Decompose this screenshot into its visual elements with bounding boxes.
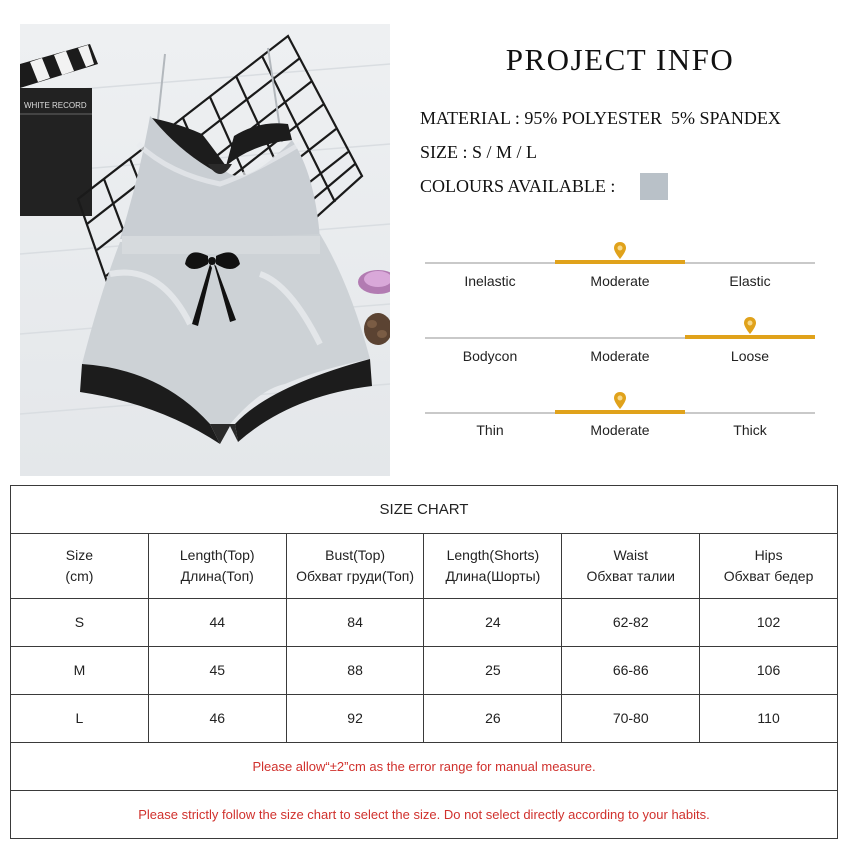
clapperboard-label: WHITE RECORD bbox=[24, 101, 87, 110]
scale-label: Loose bbox=[730, 348, 770, 364]
project-info-title: PROJECT INFO bbox=[505, 42, 735, 77]
table-cell: 26 bbox=[424, 695, 562, 743]
table-cell: M bbox=[11, 647, 149, 695]
table-row bbox=[11, 599, 838, 647]
pinecone-image bbox=[364, 313, 390, 345]
table-cell: 66-86 bbox=[562, 647, 700, 695]
size-chart-table bbox=[10, 485, 838, 839]
camisole-image bbox=[120, 116, 320, 239]
table-cell: 106 bbox=[700, 647, 838, 695]
thickness-scale bbox=[425, 390, 815, 450]
table-cell: 62-82 bbox=[562, 599, 700, 647]
column-header: Bust(Top) Обхват груди(Топ) bbox=[286, 534, 424, 599]
size-chart-title: SIZE CHART bbox=[11, 486, 838, 534]
scale-label: Thin bbox=[476, 422, 504, 438]
shorts-image bbox=[80, 234, 372, 444]
table-row bbox=[11, 647, 838, 695]
table-row bbox=[11, 743, 838, 791]
table-cell: 70-80 bbox=[562, 695, 700, 743]
table-cell: 102 bbox=[700, 599, 838, 647]
table-cell: 84 bbox=[286, 599, 424, 647]
table-cell: L bbox=[11, 695, 149, 743]
scale-label: Moderate bbox=[590, 348, 650, 364]
size-text: SIZE : S / M / L bbox=[420, 142, 538, 162]
table-cell: 24 bbox=[424, 599, 562, 647]
scale-label: Thick bbox=[733, 422, 767, 438]
size-chart-header-row bbox=[11, 534, 838, 599]
candle-image bbox=[358, 270, 390, 294]
column-header: Waist Обхват талии bbox=[562, 534, 700, 599]
scale-label: Inelastic bbox=[464, 273, 516, 289]
elasticity-scale bbox=[425, 240, 815, 300]
scale-label: Moderate bbox=[590, 422, 650, 438]
column-header: Size (cm) bbox=[11, 534, 149, 599]
table-cell: 25 bbox=[424, 647, 562, 695]
colour-swatch bbox=[640, 173, 668, 200]
fit-scale bbox=[425, 316, 815, 376]
table-row bbox=[11, 791, 838, 839]
column-header: Length(Shorts) Длина(Шорты) bbox=[424, 534, 562, 599]
clapperboard-image bbox=[20, 44, 98, 216]
scale-label: Elastic bbox=[729, 273, 771, 289]
table-cell: 46 bbox=[148, 695, 286, 743]
table-cell: 88 bbox=[286, 647, 424, 695]
location-pin-icon bbox=[743, 317, 757, 335]
product-photo bbox=[20, 24, 390, 476]
elasticity-indicator bbox=[555, 260, 685, 264]
table-cell: 92 bbox=[286, 695, 424, 743]
material-text: MATERIAL : 95% POLYESTER 5% SPANDEX bbox=[420, 108, 781, 128]
table-cell: 44 bbox=[148, 599, 286, 647]
fit-indicator bbox=[685, 335, 815, 339]
location-pin-icon bbox=[613, 242, 627, 260]
scale-label: Bodycon bbox=[462, 348, 518, 364]
location-pin-icon bbox=[613, 392, 627, 410]
column-header: Length(Top) Длина(Топ) bbox=[148, 534, 286, 599]
table-cell: 45 bbox=[148, 647, 286, 695]
scale-label: Moderate bbox=[590, 273, 650, 289]
measure-error-note: Please allow“±2”cm as the error range for manual measure. bbox=[11, 743, 838, 791]
table-row bbox=[11, 695, 838, 743]
table-cell: S bbox=[11, 599, 149, 647]
column-header: Hips Обхват бедер bbox=[700, 534, 838, 599]
colours-text: COLOURS AVAILABLE : bbox=[420, 176, 616, 196]
thickness-indicator bbox=[555, 410, 685, 414]
table-cell: 110 bbox=[700, 695, 838, 743]
size-advice-note: Please strictly follow the size chart to select the size. Do not select directly according to your habits. bbox=[11, 791, 838, 839]
